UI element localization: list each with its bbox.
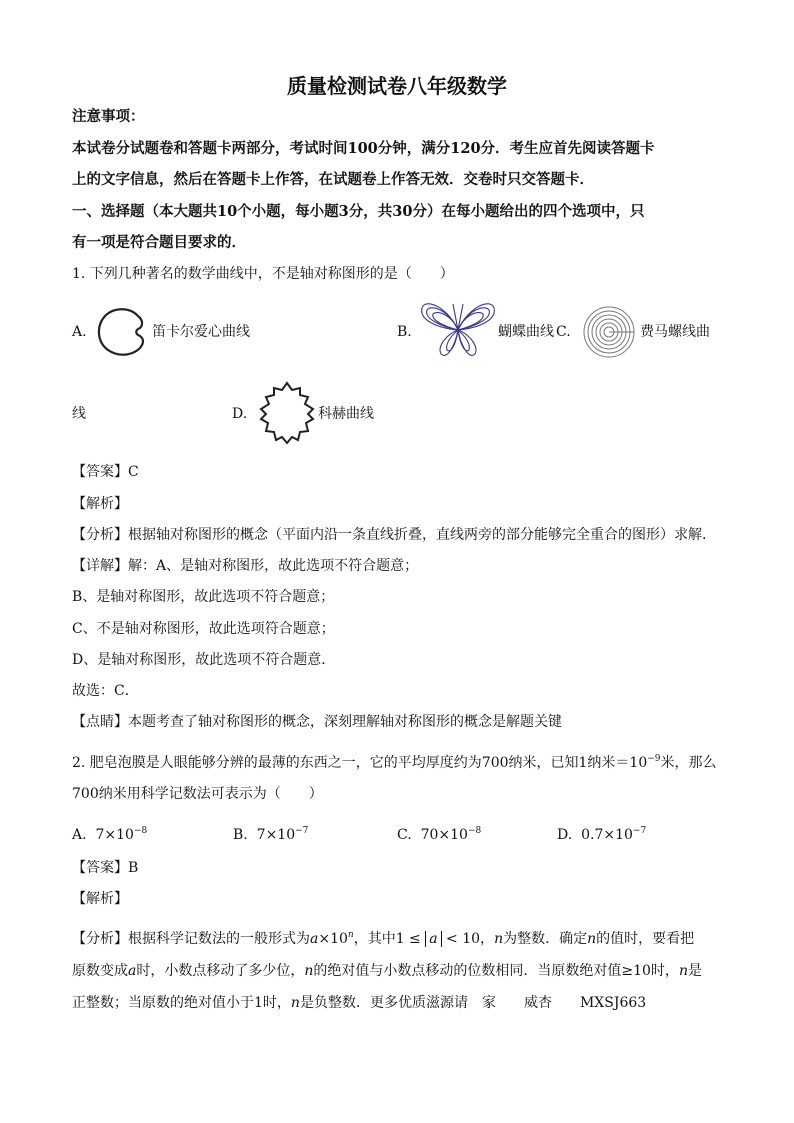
q2-option-b-base: 7×10 (256, 827, 296, 843)
q2-analysis-line-1 (72, 925, 694, 949)
var-n: n (587, 931, 597, 947)
q2-option-c-base: 70×10 (420, 827, 468, 843)
q2-line3-text-a: 正整数；当原数的绝对值小于1时， (72, 995, 291, 1011)
butterfly-curve-figure (419, 298, 497, 360)
q2-line2-text-c: 的绝对值与小数点移动的位数相同．当原数绝对值≥10时， (313, 963, 679, 979)
q1-option-c-letter: C. (556, 324, 571, 340)
q2-option-d-exp: −7 (632, 826, 647, 836)
q2-line3-text-b: 是负整数．更多优质滋源请 家 威杏 MXSJ663 (299, 995, 647, 1011)
q2-analysis-text-b: ，其中1 ≤ (353, 931, 426, 947)
q1-detail-b: B、是轴对称图形，故此选项不符合题意； (72, 589, 335, 605)
q2-answer: 【答案】B (72, 860, 139, 876)
q2-line2-text-a: 原数变成 (72, 963, 128, 979)
q1-option-b-letter: B. (397, 324, 412, 340)
q1-option-c-label: 费马螺线曲 (640, 324, 710, 340)
notice-line-1: 本试卷分试题卷和答题卡两部分，考试时间100分钟，满分120分．考生应首先阅读答题卡 (72, 140, 655, 157)
q1-option-c-label-cont: 线 (72, 406, 86, 422)
q1-answer: 【答案】C (72, 464, 139, 480)
q2-analysis-text-c: < 10， (441, 931, 495, 947)
q2-analysis-text-e: 的值时，要看把 (596, 931, 695, 947)
notice-line-2: 上的文字信息，然后在答题卡上作答，在试题卷上作答无效．交卷时只交答题卡． (72, 171, 594, 188)
q2-option-b-exp: −7 (295, 826, 309, 836)
q2-line2-text-b: 时，小数点移动了多少位， (136, 963, 305, 979)
notice-heading: 注意事项： (72, 108, 145, 125)
q2-analysis-text-d: 为整数．确定 (503, 931, 588, 947)
var-n: n (494, 931, 504, 947)
q2-option-d (557, 821, 646, 845)
q1-option-d-letter: D. (232, 406, 248, 422)
q2-option-c-letter: C. (397, 827, 412, 843)
q2-option-a (72, 821, 147, 845)
q2-stem-line-2: 700纳米用科学记数法可表示为（ ） (72, 786, 323, 802)
q1-choose: 故选：C． (72, 683, 139, 699)
q1-analysis: 【分析】根据轴对称图形的概念（平面内沿一条直线折叠，直线两旁的部分能够完全重合的图形）求解． (72, 527, 716, 543)
fermat-spiral-figure (582, 305, 636, 359)
q1-option-b-label: 蝴蝶曲线 (498, 324, 554, 340)
q2-stem-text-a: 2. 肥皂泡膜是人眼能够分辨的最薄的东西之一，它的平均厚度约为700纳米，已知1纳米＝10 (72, 755, 648, 771)
page-title: 质量检测试卷八年级数学 (287, 74, 507, 98)
q2-option-c (397, 821, 481, 845)
q1-comment: 【点睛】本题考查了轴对称图形的概念，深刻理解轴对称图形的概念是解题关键 (72, 714, 562, 730)
section-heading-line-1: 一、选择题（本大题共10个小题，每小题3分，共30分）在每小题给出的四个选项中，只 (72, 203, 645, 220)
var-a: a (128, 963, 137, 979)
q1-detail-d: D、是轴对称图形，故此选项不符合题意． (72, 652, 336, 668)
q1-option-a-letter: A. (72, 324, 87, 340)
abs-value-a: a (425, 931, 441, 947)
q2-stem-text-b: 米，那么 (660, 755, 717, 771)
cardioid-curve-figure (96, 306, 150, 358)
q2-option-d-base: 0.7×10 (581, 827, 633, 843)
koch-curve-figure (256, 381, 318, 445)
q2-jiexi: 【解析】 (72, 891, 128, 907)
q2-option-b (233, 821, 308, 845)
q2-option-d-letter: D. (557, 827, 573, 843)
q1-option-d-label: 科赫曲线 (318, 406, 374, 422)
q1-detail: 【详解】解：A、是轴对称图形，故此选项不符合题意； (72, 558, 419, 574)
q2-option-a-base: 7×10 (95, 827, 134, 843)
formula-a: a (310, 931, 319, 947)
q2-analysis-line-2 (72, 961, 702, 981)
q1-option-a-label: 笛卡尔爱心曲线 (152, 324, 250, 340)
section-heading-line-2: 有一项是符合题目要求的． (72, 234, 246, 251)
q2-stem-exponent: −9 (647, 754, 661, 764)
var-n: n (290, 995, 300, 1011)
var-n: n (678, 963, 688, 979)
q1-jiexi: 【解析】 (72, 496, 128, 512)
formula-n: n (347, 930, 354, 940)
q1-stem: 1. 下列几种著名的数学曲线中，不是轴对称图形的是（ ） (72, 266, 454, 282)
q2-analysis-text-a: 【分析】根据科学记数法的一般形式为 (72, 931, 310, 947)
formula-times: ×10 (318, 931, 348, 947)
q2-analysis-line-3 (72, 993, 646, 1013)
q2-stem-line-1 (72, 749, 717, 773)
q2-line2-text-d: 是 (687, 963, 702, 979)
q2-option-c-exp: −8 (467, 826, 482, 836)
var-n: n (304, 963, 314, 979)
q2-option-a-exp: −8 (133, 826, 148, 836)
q2-option-a-letter: A. (72, 827, 87, 843)
q1-detail-c: C、不是轴对称图形，故此选项符合题意； (72, 621, 335, 637)
q2-option-b-letter: B. (233, 827, 248, 843)
